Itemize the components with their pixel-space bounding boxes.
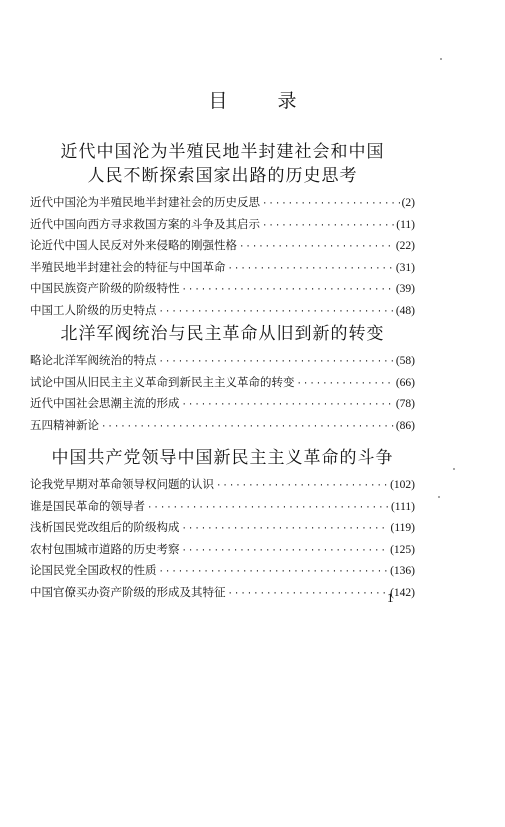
- scan-speck: [453, 468, 455, 470]
- toc-entries: [30, 474, 415, 603]
- toc-entry[interactable]: [30, 560, 415, 582]
- toc-entry[interactable]: [30, 393, 415, 415]
- dot-leader: [297, 374, 394, 394]
- toc-section-2: [30, 322, 415, 436]
- section-heading-line: 人民不断探索国家出路的历史思考: [87, 166, 358, 186]
- entry-page-number: (39): [395, 283, 415, 295]
- entry-title: 谁是国民革命的领导者: [30, 498, 145, 513]
- toc-entry[interactable]: [30, 235, 415, 257]
- dot-leader: [101, 417, 394, 437]
- entry-title: 略论北洋军阀统治的特点: [30, 353, 157, 367]
- toc-entry[interactable]: [30, 496, 415, 518]
- section-heading: [30, 140, 415, 188]
- dot-leader: [147, 498, 389, 518]
- entry-page-number: (58): [395, 355, 415, 367]
- entry-title: 农村包围城市道路的历史考察: [30, 541, 180, 556]
- entry-title: 半殖民地半封建社会的特征与中国革命: [30, 259, 226, 274]
- toc-entry[interactable]: [30, 474, 415, 496]
- dot-leader: [159, 352, 394, 372]
- dot-leader: [182, 280, 394, 300]
- toc-entry[interactable]: [30, 582, 415, 604]
- toc-entry[interactable]: [30, 372, 415, 394]
- entry-title: 试论中国从旧民主主义革命到新民主主义革命的转变: [30, 374, 295, 389]
- dot-leader: [262, 194, 400, 214]
- entry-title: 近代中国沦为半殖民地半封建社会的历史反思: [30, 195, 260, 209]
- entry-title: 中国工人阶级的历史特点: [30, 302, 157, 317]
- scan-speck: [440, 58, 442, 60]
- section-heading: [30, 322, 415, 346]
- section-heading-line: 近代中国沦为半殖民地半封建社会和中国: [60, 142, 385, 162]
- toc-entry[interactable]: [30, 517, 415, 539]
- entry-title: 浅析国民党改组后的阶级构成: [30, 520, 180, 534]
- toc-section-3: [30, 446, 415, 603]
- entry-page-number: (125): [390, 543, 415, 556]
- entry-page-number: (102): [390, 479, 415, 491]
- toc-entries: [30, 350, 415, 436]
- toc-entry[interactable]: [30, 300, 415, 322]
- dot-leader: [239, 237, 394, 257]
- entry-title: 近代中国社会思潮主流的形成: [30, 396, 180, 410]
- toc-entry[interactable]: [30, 350, 415, 372]
- entry-page-number: (48): [395, 304, 415, 317]
- dot-leader: [182, 395, 394, 415]
- toc-entry[interactable]: [30, 278, 415, 300]
- entry-title: 中国民族资产阶级的阶级特性: [30, 281, 180, 295]
- section-heading-line: 中国共产党领导中国新民主主义革命的斗争: [51, 448, 394, 468]
- entry-title: 五四精神新论: [30, 417, 99, 432]
- entry-page-number: (2): [401, 197, 415, 209]
- entry-page-number: (66): [395, 376, 415, 389]
- toc-entry[interactable]: [30, 192, 415, 214]
- entry-page-number: (78): [395, 398, 415, 410]
- page-title: 目 录: [208, 90, 319, 112]
- page-folio-number: 1: [387, 590, 394, 605]
- section-heading: [30, 446, 415, 470]
- dot-leader: [228, 584, 389, 604]
- entry-page-number: (142): [390, 586, 415, 599]
- toc-section-1: [30, 140, 415, 321]
- toc-entry[interactable]: [30, 214, 415, 236]
- dot-leader: [228, 259, 394, 279]
- toc-entry[interactable]: [30, 415, 415, 437]
- entry-page-number: (31): [395, 261, 415, 274]
- entry-title: 论国民党全国政权的性质: [30, 563, 157, 577]
- entry-title: 论近代中国人民反对外来侵略的刚强性格: [30, 238, 237, 252]
- dot-leader: [159, 302, 394, 322]
- entry-page-number: (111): [390, 500, 415, 513]
- dot-leader: [182, 541, 389, 561]
- dot-leader: [216, 476, 388, 496]
- entry-page-number: (22): [395, 240, 415, 252]
- section-heading-line: 北洋军阀统治与民主革命从旧到新的转变: [60, 324, 385, 344]
- entry-page-number: (136): [390, 565, 415, 577]
- toc-entry[interactable]: [30, 257, 415, 279]
- entry-page-number: (86): [395, 419, 415, 432]
- scan-speck: [438, 496, 440, 498]
- entry-title: 论我党早期对革命领导权问题的认识: [30, 477, 214, 491]
- dot-leader: [182, 519, 389, 539]
- entry-title: 中国官僚买办资产阶级的形成及其特征: [30, 584, 226, 599]
- entry-page-number: (119): [390, 522, 415, 534]
- toc-entries: [30, 192, 415, 321]
- toc-entry[interactable]: [30, 539, 415, 561]
- entry-page-number: (11): [396, 218, 415, 231]
- dot-leader: [262, 216, 394, 236]
- dot-leader: [159, 562, 389, 582]
- entry-title: 近代中国向西方寻求救国方案的斗争及其启示: [30, 216, 260, 231]
